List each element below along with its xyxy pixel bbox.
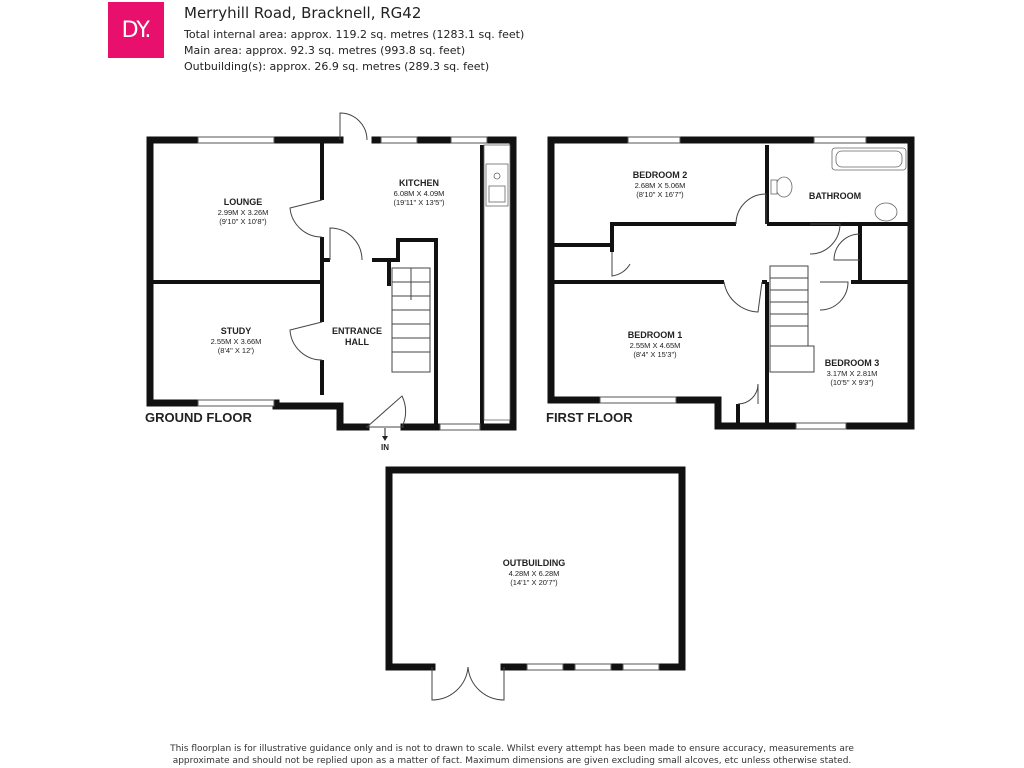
study-dim-imperial: (8'4" X 12'): [217, 346, 255, 355]
outbuilding-dim-imperial: (14'1" X 20'7"): [510, 578, 558, 587]
ground-floor-plan: [150, 113, 513, 441]
entrance-hall-name-line2: HALL: [345, 337, 369, 347]
entrance-marker: IN: [381, 443, 389, 452]
disclaimer-line-1: This floorplan is for illustrative guidance only and is not to drawn to scale. Whilst every attempt has been made to ensure accuracy, measurements are: [170, 744, 854, 754]
bedroom1-dim-metric: 2.55M X 4.65M: [629, 341, 681, 350]
bedroom3-name: BEDROOM 3: [824, 358, 880, 368]
kitchen-name: KITCHEN: [399, 178, 439, 188]
kitchen-dim-metric: 6.08M X 4.09M: [393, 189, 445, 198]
bedroom2-dim-metric: 2.68M X 5.06M: [634, 181, 686, 190]
ground-floor-label: GROUND FLOOR: [145, 410, 252, 425]
bedroom3-dim-imperial: (10'5" X 9'3"): [830, 378, 874, 387]
lounge-name: LOUNGE: [223, 197, 263, 207]
bedroom2-dim-imperial: (8'10" X 16'7"): [636, 190, 684, 199]
kitchen-dim-imperial: (19'11" X 13'5"): [393, 198, 445, 207]
lounge-dim-metric: 2.99M X 3.26M: [217, 208, 269, 217]
main-area: Main area: approx. 92.3 sq. metres (993.8 sq. feet): [184, 44, 466, 57]
bedroom3-dim-metric: 3.17M X 2.81M: [826, 369, 878, 378]
entrance-hall-name-line1: ENTRANCE: [331, 326, 383, 336]
outbuilding-dim-metric: 4.28M X 6.28M: [508, 569, 560, 578]
bedroom1-dim-imperial: (8'4" X 15'3"): [633, 350, 677, 359]
first-floor-label: FIRST FLOOR: [546, 410, 633, 425]
study-dim-metric: 2.55M X 3.66M: [210, 337, 262, 346]
lounge-dim-imperial: (9'10" X 10'8"): [219, 217, 267, 226]
brand-logo: DY.: [108, 2, 164, 58]
study-name: STUDY: [220, 326, 252, 336]
bedroom2-name: BEDROOM 2: [632, 170, 688, 180]
bathroom-name: BATHROOM: [808, 191, 862, 201]
disclaimer-line-2: approximate and should not be replied upon as a matter of fact. Maximum dimensions are given excluding small alcoves, etc unless otherwise stated.: [172, 756, 852, 766]
outbuilding-area: Outbuilding(s): approx. 26.9 sq. metres (289.3 sq. feet): [184, 60, 490, 73]
total-internal-area: Total internal area: approx. 119.2 sq. metres (1283.1 sq. feet): [184, 28, 525, 41]
bedroom1-name: BEDROOM 1: [627, 330, 683, 340]
outbuilding-name: OUTBUILDING: [502, 558, 566, 568]
property-address-title: Merryhill Road, Bracknell, RG42: [184, 4, 422, 22]
